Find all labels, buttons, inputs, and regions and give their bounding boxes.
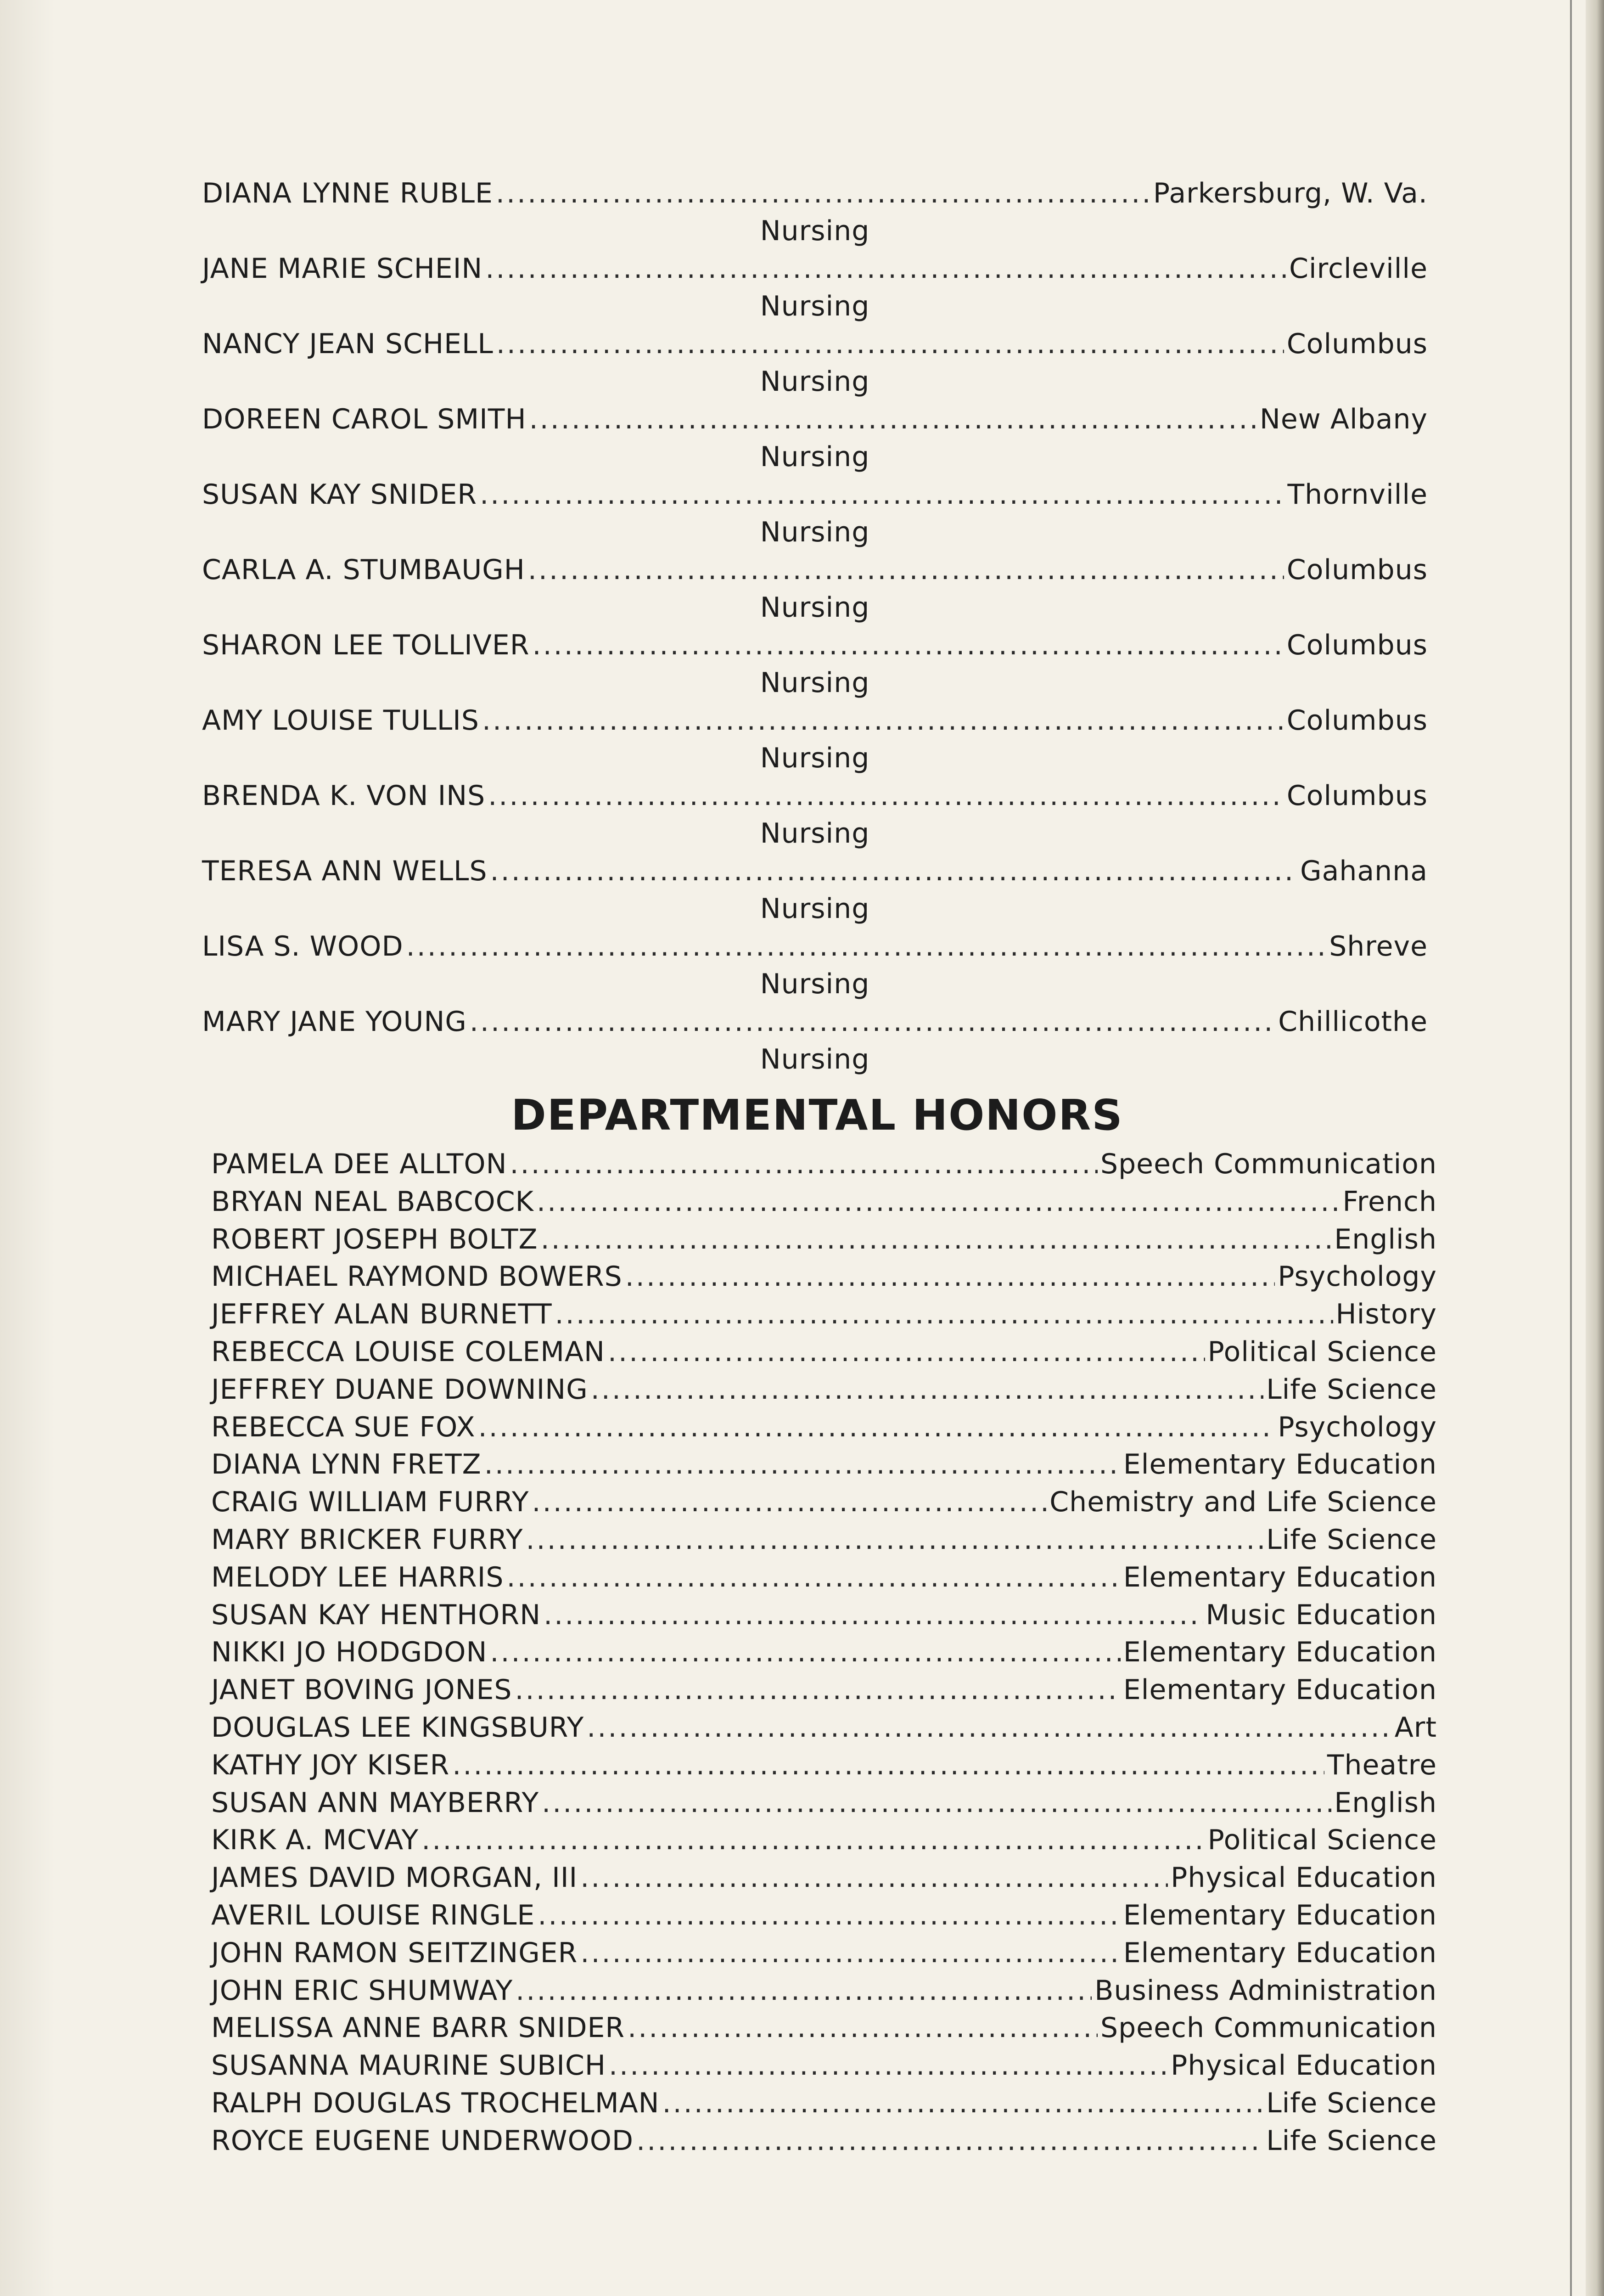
student-name: MICHAEL RAYMOND BOWERS: [211, 1261, 623, 1293]
student-name: JAMES DAVID MORGAN, III: [211, 1862, 578, 1894]
student-name: ROYCE EUGENE UNDERWOOD: [211, 2124, 634, 2157]
department: Physical Education: [1171, 1862, 1437, 1894]
department: Life Science: [1266, 1523, 1437, 1556]
hometown: Gahanna: [1300, 855, 1428, 887]
student-name: NANCY JEAN SCHELL: [202, 328, 494, 360]
binding-line: [1570, 0, 1572, 2296]
student-name: DOUGLAS LEE KINGSBURY: [211, 1711, 584, 1744]
list-item: [211, 1221, 1437, 1259]
major: Nursing: [760, 591, 870, 624]
major: Nursing: [760, 366, 870, 398]
list-item: [211, 1334, 1437, 1371]
student-name: CARLA A. STUMBAUGH: [202, 554, 525, 586]
department: Life Science: [1266, 1373, 1437, 1406]
list-item: [211, 1747, 1437, 1784]
list-item: [211, 1521, 1437, 1559]
hometown: New Albany: [1259, 403, 1428, 435]
student-name: BRYAN NEAL BABCOCK: [211, 1185, 534, 1218]
student-name: ROBERT JOSEPH BOLTZ: [211, 1223, 538, 1255]
list-item: [202, 174, 1428, 250]
department: Psychology: [1278, 1411, 1437, 1443]
department: Physical Education: [1171, 2049, 1437, 2082]
hometown: Columbus: [1286, 780, 1428, 812]
list-item: [211, 1409, 1437, 1446]
student-name: KIRK A. MCVAY: [211, 1824, 419, 1857]
list-item: [211, 1935, 1437, 1972]
list-item: [202, 476, 1428, 551]
student-name: NIKKI JO HODGDON: [211, 1636, 488, 1669]
nursing-list: [202, 174, 1428, 1078]
student-name: MELISSA ANNE BARR SNIDER: [211, 2012, 625, 2044]
department: Elementary Education: [1123, 1636, 1437, 1669]
department: Psychology: [1278, 1261, 1437, 1293]
student-name: JOHN RAMON SEITZINGER: [211, 1936, 578, 1969]
student-name: LISA S. WOOD: [202, 930, 404, 962]
list-item: [211, 1709, 1437, 1747]
department: French: [1342, 1185, 1437, 1218]
section-heading: DEPARTMENTAL HONORS: [511, 1091, 1123, 1140]
student-name: MELODY LEE HARRIS: [211, 1561, 504, 1593]
major: Nursing: [760, 742, 870, 774]
student-name: SUSAN KAY SNIDER: [202, 478, 477, 511]
student-name: AVERIL LOUISE RINGLE: [211, 1899, 535, 1931]
list-item: [211, 1371, 1437, 1409]
major: Nursing: [760, 290, 870, 322]
student-name: RALPH DOUGLAS TROCHELMAN: [211, 2087, 660, 2119]
list-item: [211, 1671, 1437, 1709]
department: Music Education: [1206, 1598, 1437, 1631]
list-item: [211, 1597, 1437, 1634]
hometown: Columbus: [1286, 554, 1428, 586]
student-name: REBECCA SUE FOX: [211, 1411, 476, 1443]
list-item: [211, 1559, 1437, 1597]
list-item: [202, 551, 1428, 626]
major: Nursing: [760, 667, 870, 699]
student-name: SUSAN ANN MAYBERRY: [211, 1786, 539, 1819]
student-name: JOHN ERIC SHUMWAY: [211, 1974, 513, 2007]
list-item: [211, 1859, 1437, 1897]
student-name: KATHY JOY KISER: [211, 1749, 450, 1781]
major: Nursing: [760, 893, 870, 925]
hometown: Columbus: [1286, 328, 1428, 360]
student-name: CRAIG WILLIAM FURRY: [211, 1486, 529, 1519]
student-name: BRENDA K. VON INS: [202, 780, 486, 812]
list-item: [211, 1446, 1437, 1484]
list-item: [211, 1146, 1437, 1183]
hometown: Thornville: [1287, 478, 1428, 511]
major: Nursing: [760, 215, 870, 247]
department: Elementary Education: [1123, 1561, 1437, 1593]
department: Political Science: [1207, 1335, 1437, 1368]
department: Elementary Education: [1123, 1674, 1437, 1706]
list-item: [211, 1258, 1437, 1296]
page-shadow: [0, 0, 55, 2296]
student-name: DIANA LYNNE RUBLE: [202, 177, 493, 209]
student-name: REBECCA LOUISE COLEMAN: [211, 1335, 605, 1368]
student-name: DIANA LYNN FRETZ: [211, 1448, 482, 1481]
student-name: JANE MARIE SCHEIN: [202, 253, 483, 285]
page-binding-edge: [1586, 0, 1604, 2296]
department: Art: [1394, 1711, 1437, 1744]
major: Nursing: [760, 968, 870, 1000]
list-item: [202, 626, 1428, 702]
department: Chemistry and Life Science: [1049, 1486, 1437, 1519]
list-item: [202, 250, 1428, 325]
hometown: Columbus: [1286, 629, 1428, 661]
student-name: SHARON LEE TOLLIVER: [202, 629, 530, 661]
hometown: Columbus: [1286, 704, 1428, 737]
department: Theatre: [1327, 1749, 1437, 1781]
list-item: [211, 1784, 1437, 1822]
department: History: [1335, 1298, 1437, 1331]
department: English: [1334, 1786, 1437, 1819]
department: Political Science: [1207, 1824, 1437, 1857]
major: Nursing: [760, 441, 870, 473]
major: Nursing: [760, 817, 870, 850]
list-item: [202, 400, 1428, 476]
department: English: [1334, 1223, 1437, 1255]
list-item: [202, 325, 1428, 400]
student-name: JANET BOVING JONES: [211, 1674, 512, 1706]
department: Business Administration: [1094, 1974, 1437, 2007]
student-name: MARY BRICKER FURRY: [211, 1523, 523, 1556]
department: Speech Communication: [1100, 1148, 1437, 1180]
major: Nursing: [760, 1043, 870, 1075]
list-item: [211, 1822, 1437, 1859]
student-name: MARY JANE YOUNG: [202, 1006, 467, 1038]
list-item: [211, 2085, 1437, 2122]
list-item: [211, 1897, 1437, 1935]
list-item: [211, 1484, 1437, 1521]
student-name: JEFFREY DUANE DOWNING: [211, 1373, 588, 1406]
student-name: PAMELA DEE ALLTON: [211, 1148, 507, 1180]
student-name: TERESA ANN WELLS: [202, 855, 488, 887]
student-name: SUSANNA MAURINE SUBICH: [211, 2049, 606, 2082]
hometown: Chillicothe: [1278, 1006, 1428, 1038]
list-item: [202, 852, 1428, 928]
student-name: DOREEN CAROL SMITH: [202, 403, 527, 435]
student-name: AMY LOUISE TULLIS: [202, 704, 479, 737]
department: Elementary Education: [1123, 1448, 1437, 1481]
list-item: [211, 1183, 1437, 1221]
department: Life Science: [1266, 2124, 1437, 2157]
department: Elementary Education: [1123, 1936, 1437, 1969]
department: Life Science: [1266, 2087, 1437, 2119]
list-item: [202, 1003, 1428, 1078]
list-item: [211, 2009, 1437, 2047]
list-item: [211, 2122, 1437, 2160]
list-item: [211, 1634, 1437, 1671]
list-item: [211, 2047, 1437, 2085]
departmental-honors-list: [211, 1146, 1437, 2160]
hometown: Shreve: [1329, 930, 1428, 962]
department: Speech Communication: [1100, 2012, 1437, 2044]
hometown: Circleville: [1289, 253, 1428, 285]
department: Elementary Education: [1123, 1899, 1437, 1931]
list-item: [211, 1296, 1437, 1334]
list-item: [202, 928, 1428, 1003]
list-item: [202, 777, 1428, 852]
student-name: SUSAN KAY HENTHORN: [211, 1598, 541, 1631]
major: Nursing: [760, 516, 870, 548]
list-item: [211, 1972, 1437, 2010]
hometown: Parkersburg, W. Va.: [1153, 177, 1428, 209]
list-item: [202, 702, 1428, 777]
student-name: JEFFREY ALAN BURNETT: [211, 1298, 552, 1331]
